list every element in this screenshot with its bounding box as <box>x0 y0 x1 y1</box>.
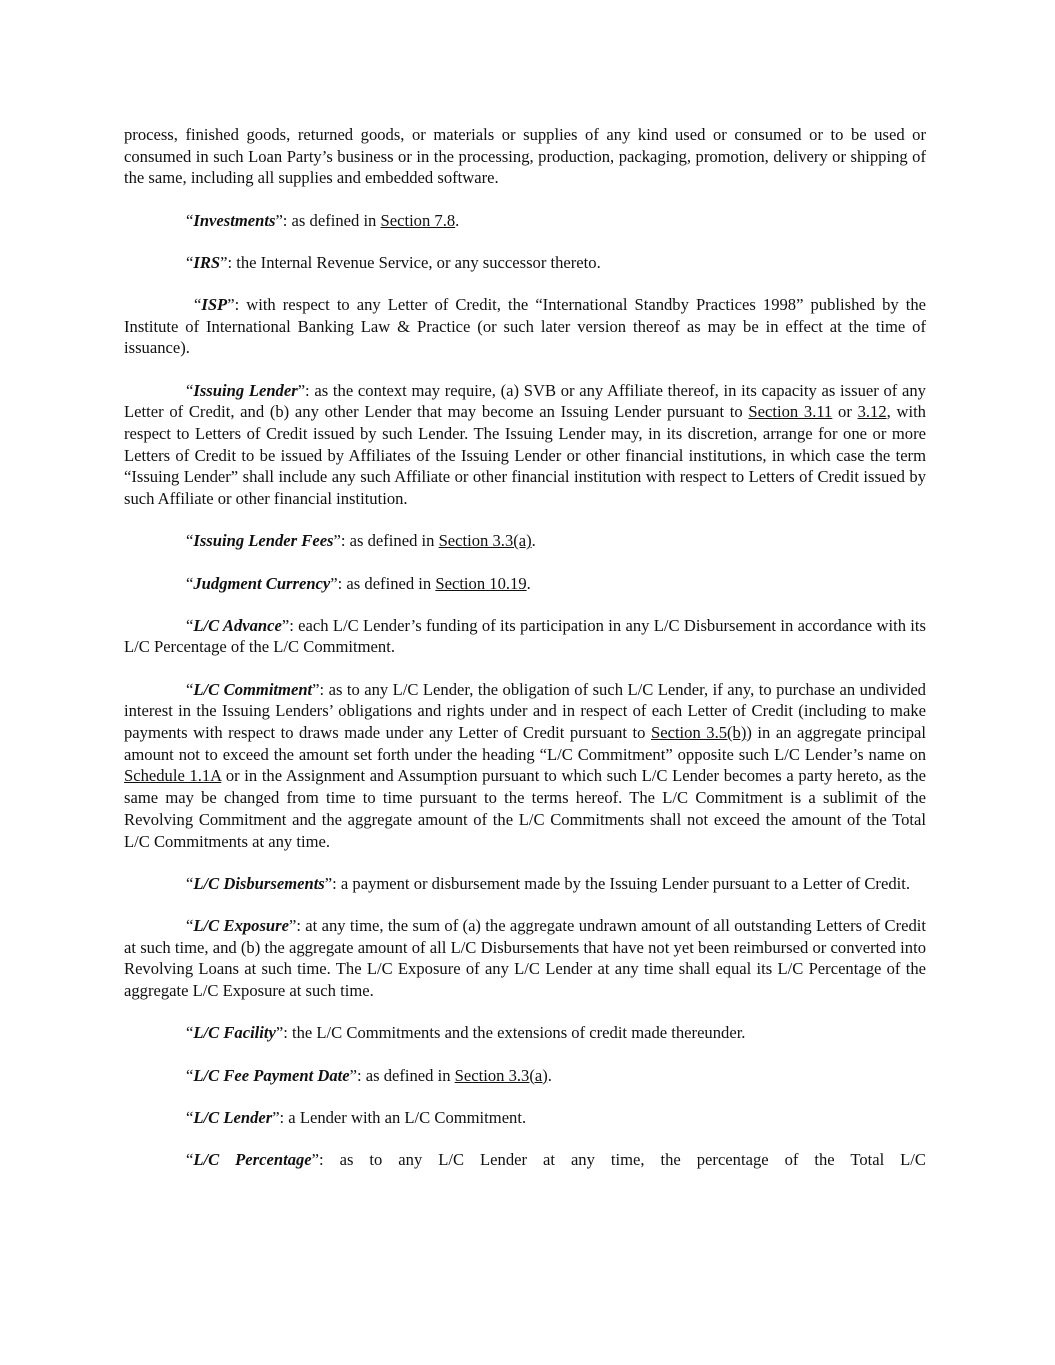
definition-lc-fee-payment-date: “L/C Fee Payment Date”: as defined in Section 3.3(a). <box>186 1065 552 1085</box>
definition-text: ”: a payment or disbursement made by the Issuing Lender pursuant to a Letter of Credit. <box>324 873 910 893</box>
definition-text: ”: as to any L/C Lender at any time, the percentage of the Total L/C <box>311 1149 926 1169</box>
definition-text: ”: as defined in <box>275 210 381 230</box>
defined-term: Judgment Currency <box>193 573 331 593</box>
defined-term: Investments <box>193 210 276 230</box>
continuation-paragraph: process, finished goods, returned goods, or materials or supplies of any kind used or consumed or to be used or consumed in such Loan Party’s business or in the processing, production, packaging, promotion, delivery or shipping of the same, including all supplies and embedded software. <box>124 125 926 188</box>
defined-term: L/C Disbursements <box>193 873 325 893</box>
definition-lc-exposure: “L/C Exposure”: at any time, the sum of (a) the aggregate undrawn amount of all outstanding Letters of Credit at such time, and (b) the aggregate amount of all L/C Disbursements that have not yet been reimbursed or converted into Revolving Loans at such time. The L/C Exposure of any L/C Lender at any time shall equal its L/C Percentage of the aggregate L/C Exposure at such time. <box>124 915 926 1001</box>
section-reference: Section 7.8 <box>380 210 456 230</box>
definition-text: . <box>455 210 460 230</box>
defined-term: L/C Commitment <box>193 679 313 699</box>
section-reference: Section 3.3(a) <box>438 531 532 551</box>
definition-text: . <box>531 531 536 551</box>
defined-term: L/C Lender <box>193 1107 273 1127</box>
definition-judgment-currency: “Judgment Currency”: as defined in Section 10.19. <box>186 573 531 593</box>
definition-text: ”: a Lender with an L/C Commitment. <box>272 1107 527 1127</box>
definition-text: ”: as to any L/C Lender, the obligation of such L/C Lender, if any, to purchase an undivided interest in the Issuing Lenders’ obligations and rights under and in respect of each Letter of Credit (including to make payments with respect to draws made under any Letter of Credit pursuant to <box>124 679 926 743</box>
definition-text: or <box>832 402 858 422</box>
defined-term: L/C Percentage <box>193 1149 312 1169</box>
defined-term: L/C Facility <box>193 1023 276 1043</box>
definition-text: ”: as the context may require, (a) SVB or any Affiliate thereof, in its capacity as issuer of any Letter of Credit, and (b) any other Lender that may become an Issuing Lender pursuant to <box>124 380 926 422</box>
definition-text: or in the Assignment and Assumption pursuant to which such L/C Lender becomes a party hereto, as the same may be changed from time to time pursuant to the terms hereof. The L/C Commitment is a sublimit of the Revolving Commitment and the aggregate amount of the L/C Commitments shall not exceed the amount of the Total L/C Commitments at any time. <box>124 766 926 851</box>
schedule-reference: Schedule 1.1A <box>124 766 222 786</box>
definition-lc-lender: “L/C Lender”: a Lender with an L/C Commitment. <box>186 1107 527 1127</box>
definition-text: ”: the L/C Commitments and the extensions of credit made thereunder. <box>275 1023 746 1043</box>
section-reference: Section 10.19 <box>435 573 527 593</box>
definition-text: ”: as defined in <box>349 1065 455 1085</box>
defined-term: IRS <box>193 252 221 272</box>
definition-text: . <box>526 573 531 593</box>
defined-term: L/C Exposure <box>193 915 289 935</box>
defined-term: L/C Fee Payment Date <box>193 1065 350 1085</box>
definition-text: ”: at any time, the sum of (a) the aggregate undrawn amount of all outstanding Letters of Credit at such time, and (b) the aggregate amount of all L/C Disbursements that have not yet been reimbursed or converted into Revolving Loans at such time. The L/C Exposure of any L/C Lender at any time shall equal its L/C Percentage of the aggregate L/C Exposure at such time. <box>124 915 926 1001</box>
definition-text: ”: as defined in <box>330 573 436 593</box>
definition-text: ”: the Internal Revenue Service, or any successor thereto. <box>220 252 601 272</box>
definition-issuing-lender-fees: “Issuing Lender Fees”: as defined in Section 3.3(a). <box>186 531 536 551</box>
definition-text: ) in an aggregate principal amount not to exceed the amount set forth under the heading “L/C Commitment” opposite such L/C Lender’s name on <box>124 723 927 764</box>
definition-text: ”: with respect to any Letter of Credit, the “International Standby Practices 1998” published by the Institute of International Banking Law & Practice (or such later version thereof as may be in effect at the time of issuance). <box>124 295 926 358</box>
definition-lc-facility: “L/C Facility”: the L/C Commitments and the extensions of credit made thereunder. <box>186 1023 746 1043</box>
definition-text: , with respect to Letters of Credit issued by such Lender. The Issuing Lender may, in its discretion, arrange for one or more Letters of Credit to be issued by Affiliates of the Issuing Lender or other financial institutions, in which case the term “Issuing Lender” shall include any such Affiliate or other financial institution with respect to Letters of Credit issued by such Affiliate or other financial institution. <box>124 402 926 509</box>
definition-irs: “IRS”: the Internal Revenue Service, or any successor thereto. <box>186 252 601 272</box>
definition-lc-advance: “L/C Advance”: each L/C Lender’s funding of its participation in any L/C Disbursement in accordance with its L/C Percentage of the L/C Commitment. <box>124 615 926 657</box>
definition-lc-commitment: “L/C Commitment”: as to any L/C Lender, the obligation of such L/C Lender, if any, to purchase an undivided interest in the Issuing Lenders’ obligations and rights under and in respect of each Letter of Credit (including to make payments with respect to draws made under any Letter of Credit pursuant to Section 3.5(b)) in an aggregate principal amount not to exceed the amount set forth under the heading “L/C Commitment” opposite such L/C Lender’s name on Schedule 1.1A or in the Assignment and Assumption pursuant to which such L/C Lender becomes a party hereto, as the same may be changed from time to time pursuant to the terms hereof. The L/C Commitment is a sublimit of the Revolving Commitment and the aggregate amount of the L/C Commitments shall not exceed the amount of the Total L/C Commitments at any time. <box>124 679 927 851</box>
definition-text: . <box>547 1065 552 1085</box>
defined-term: Issuing Lender <box>193 380 298 400</box>
definition-investments: “Investments”: as defined in Section 7.8. <box>186 210 460 230</box>
section-reference: Section 3.11 <box>748 402 833 422</box>
definition-lc-disbursements: “L/C Disbursements”: a payment or disbursement made by the Issuing Lender pursuant to a Letter of Credit. <box>186 873 910 893</box>
definition-text: ”: each L/C Lender’s funding of its participation in any L/C Disbursement in accordance with its L/C Percentage of the L/C Commitment. <box>124 615 926 657</box>
definition-isp: “ISP”: with respect to any Letter of Credit, the “International Standby Practices 1998” published by the Institute of International Banking Law & Practice (or such later version thereof as may be in effect at the time of issuance). <box>124 295 926 358</box>
defined-term: Issuing Lender Fees <box>193 531 334 551</box>
definition-issuing-lender: “Issuing Lender”: as the context may require, (a) SVB or any Affiliate thereof, in its capacity as issuer of any Letter of Credit, and (b) any other Lender that may become an Issuing Lender pursuant to Section 3.11 or 3.12, with respect to Letters of Credit issued by such Lender. The Issuing Lender may, in its discretion, arrange for one or more Letters of Credit to be issued by Affiliates of the Issuing Lender or other financial institutions, in which case the term “Issuing Lender” shall include any such Affiliate or other financial institution with respect to Letters of Credit issued by such Affiliate or other financial institution. <box>124 380 926 509</box>
definition-lc-percentage: “L/C Percentage”: as to any L/C Lender at any time, the percentage of the Total L/C <box>186 1149 926 1169</box>
section-reference: 3.12 <box>857 402 887 422</box>
definition-text: ”: as defined in <box>333 531 439 551</box>
section-reference: Section 3.5(b) <box>650 723 747 743</box>
defined-term: ISP <box>201 295 228 315</box>
section-reference: Section 3.3(a) <box>454 1065 548 1085</box>
defined-term: L/C Advance <box>193 615 282 635</box>
